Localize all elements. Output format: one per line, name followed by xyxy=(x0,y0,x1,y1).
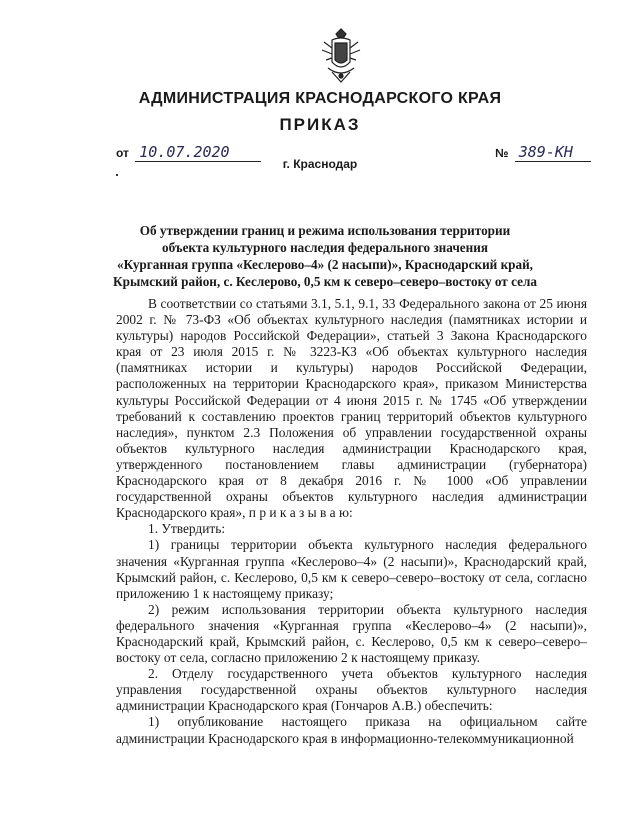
city-name: г. Краснодар xyxy=(282,157,358,171)
title-line: Крымский район, с. Кеслерово, 0,5 км к северо–северо–востоку от села xyxy=(113,274,537,289)
paragraph-preamble: В соответствии со статьями 3.1, 5.1, 9.1, 33 Федерального закона от 25 июня 2002 г. № 73-ФЗ «Об объектах культурного наследия (памятниках истории и культуры) народов Российской Федерации», статьей 3 Закона Краснодарского края от 23 июля 2015 г. № 3223-КЗ «Об объектах культурного наследия (памятниках истории и культуры) народов Российской Федерации, расположенных на территории Краснодарского края», приказом Министерства культуры Российской Федерации от 4 июня 2015 г. № 1745 «Об утверждении требований к составлению проектов границ территорий объектов культурного наследия», пунктом 2.3 Положения об управлении государственной охраны объектов культурного наследия администрации Краснодарского края, утвержденного постановлением главы администрации (губернатора) Краснодарского края от 8 декабря 2016 г. № 1000 «Об управлении государственной охраны объектов культурного наследия администрации Краснодарского края», п р и к а з ы в а ю: xyxy=(116,296,587,521)
paragraph-item-1: 1. Утвердить: xyxy=(148,521,226,537)
stray-dot xyxy=(116,174,118,176)
organization-name: АДМИНИСТРАЦИЯ КРАСНОДАРСКОГО КРАЯ xyxy=(138,90,502,107)
number-prefix: № xyxy=(495,146,509,160)
document-body xyxy=(116,296,587,747)
document-title xyxy=(100,222,550,290)
title-line: объекта культурного наследия федерального значения xyxy=(162,240,488,255)
paragraph-item-2-1: 1) опубликование настоящего приказа на официальном сайте администрации Краснодарского края в информационно-телекоммуникационной xyxy=(116,714,587,746)
title-line: Об утверждении границ и режима использования территории xyxy=(139,223,511,238)
handwritten-date: 10.07.2020 xyxy=(135,143,261,162)
document-type: ПРИКАЗ xyxy=(279,115,361,134)
coat-of-arms-emblem xyxy=(318,28,364,84)
paragraph-item-2: 2. Отделу государственного учета объектов культурного наследия управления государственной охраны объектов культурного наследия администрации Краснодарского края (Гончаров А.В.) обеспечить: xyxy=(116,666,587,714)
handwritten-number: 389-КН xyxy=(515,143,591,162)
paragraph-item-1-2: 2) режим использования территории объекта культурного наследия федерального значения «Курганная группа «Кеслерово–4» (2 насыпи)», Краснодарский край, Крымский район, с. Кеслерово, 0,5 км к северо–северо–востоку от села, согласно приложению 2 к настоящему приказу. xyxy=(116,601,587,666)
paragraph-item-1-1: 1) границы территории объекта культурного наследия федерального значения «Курганная группа «Кеслерово–4» (2 насыпи)», Краснодарский край, Крымский район, с. Кеслерово, 0,5 км к северо–северо–востоку от села, согласно приложению 1 к настоящему приказу; xyxy=(116,537,587,601)
title-line: «Курганная группа «Кеслерово–4» (2 насыпи)», Краснодарский край, xyxy=(117,257,533,272)
date-prefix: от xyxy=(116,146,129,160)
